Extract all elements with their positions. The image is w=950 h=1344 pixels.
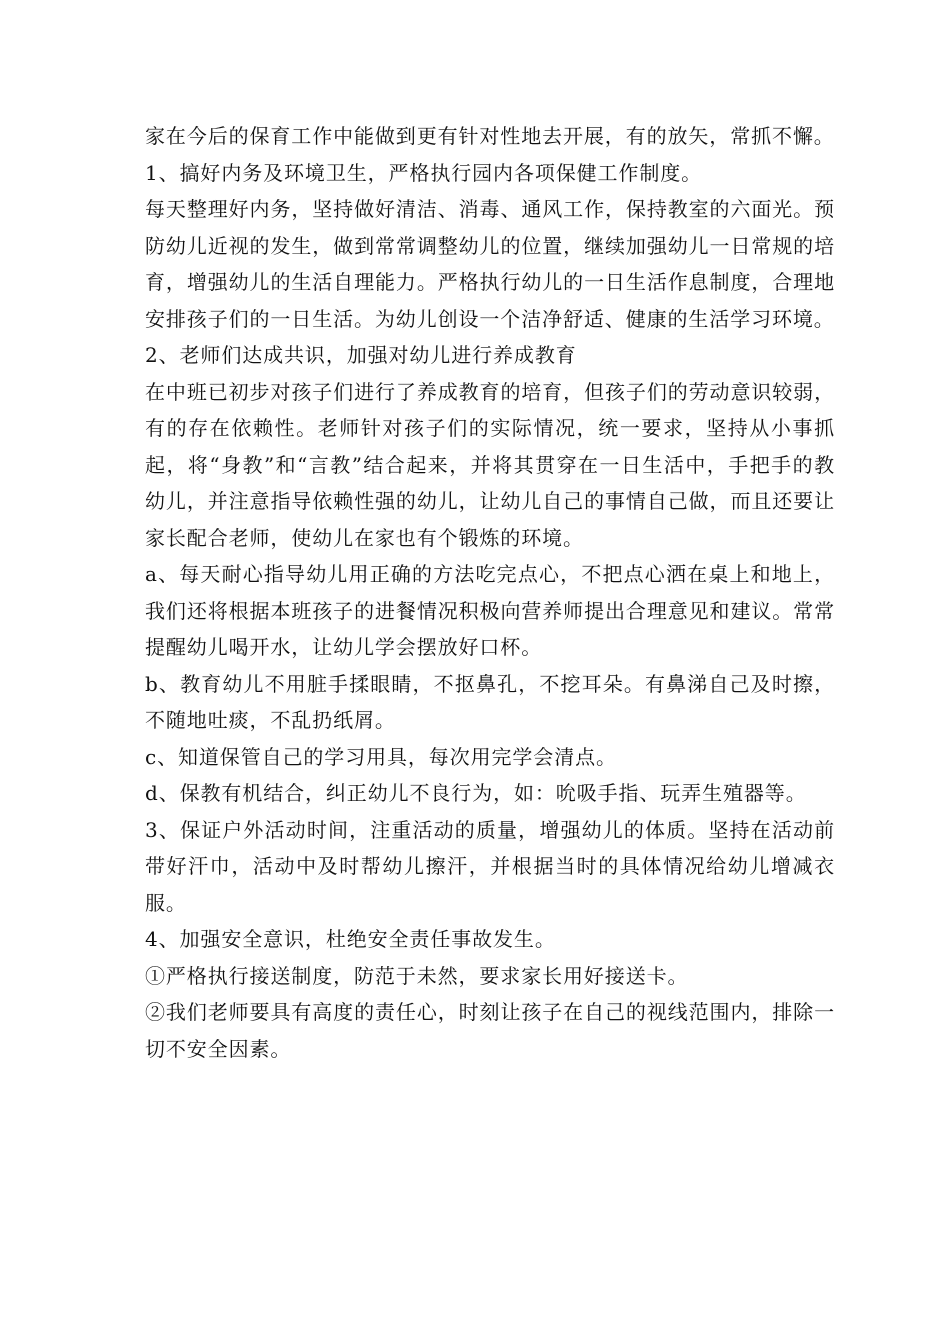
paragraph-safety-1: ①严格执行接送制度，防范于未然，要求家长用好接送卡。 [145,963,689,988]
paragraph-item-a: a、每天耐心指导幼儿用正确的方法吃完点心，不把点心洒在桌上和地上，我们还将根据本班孩子的进餐情况积极向营养师提出合理意见和建议。常常提醒幼儿喝开水，让幼儿学会摆放好口杯。 [145,562,835,659]
paragraph-heading-2: 2、老师们达成共识，加强对幼儿进行养成教育 [145,343,577,367]
paragraph-item-c: c、知道保管自己的学习用具，每次用完学会清点。 [145,744,617,769]
paragraph-continuation: 家在今后的保育工作中能做到更有针对性地去开展，有的放矢，常抓不懈。 [145,124,835,148]
paragraph-item-b: b、教育幼儿不用脏手揉眼睛，不抠鼻孔，不挖耳朵。有鼻涕自己及时擦，不随地吐痰，不乱扔纸屑。 [145,671,835,732]
document-body [145,118,835,1067]
paragraph-safety-2: ②我们老师要具有高度的责任心，时刻让孩子在自己的视线范围内，排除一切不安全因素。 [145,1000,835,1061]
paragraph-hygiene: 每天整理好内务，坚持做好清洁、消毒、通风工作，保持教室的六面光。预防幼儿近视的发生，做到常常调整幼儿的位置，继续加强幼儿一日常规的培育，增强幼儿的生活自理能力。严格执行幼儿的一日生活作息制度，合理地安排孩子们的一日生活。为幼儿创设一个洁净舒适、健康的生活学习环境。 [145,197,835,331]
paragraph-heading-4: 4、加强安全意识，杜绝安全责任事故发生。 [145,927,556,951]
paragraph-heading-1: 1、搞好内务及环境卫生，严格执行园内各项保健工作制度。 [145,160,703,185]
paragraph-habit-education: 在中班已初步对孩子们进行了养成教育的培育，但孩子们的劳动意识较弱，有的存在依赖性。老师针对孩子们的实际情况，统一要求，坚持从小事抓起，将“身教”和“言教”结合起来，并将其贯穿在一日生活中，手把手的教幼儿，并注意指导依赖性强的幼儿，让幼儿自己的事情自己做，而且还要让家长配合老师，使幼儿在家也有个锻炼的环境。 [145,379,835,550]
paragraph-heading-3: 3、保证户外活动时间，注重活动的质量，增强幼儿的体质。坚持在活动前带好汗巾，活动中及时帮幼儿擦汗，并根据当时的具体情况给幼儿增减衣服。 [145,817,835,915]
paragraph-item-d: d、保教有机结合，纠正幼儿不良行为，如：吮吸手指、玩弄生殖器等。 [145,781,807,805]
